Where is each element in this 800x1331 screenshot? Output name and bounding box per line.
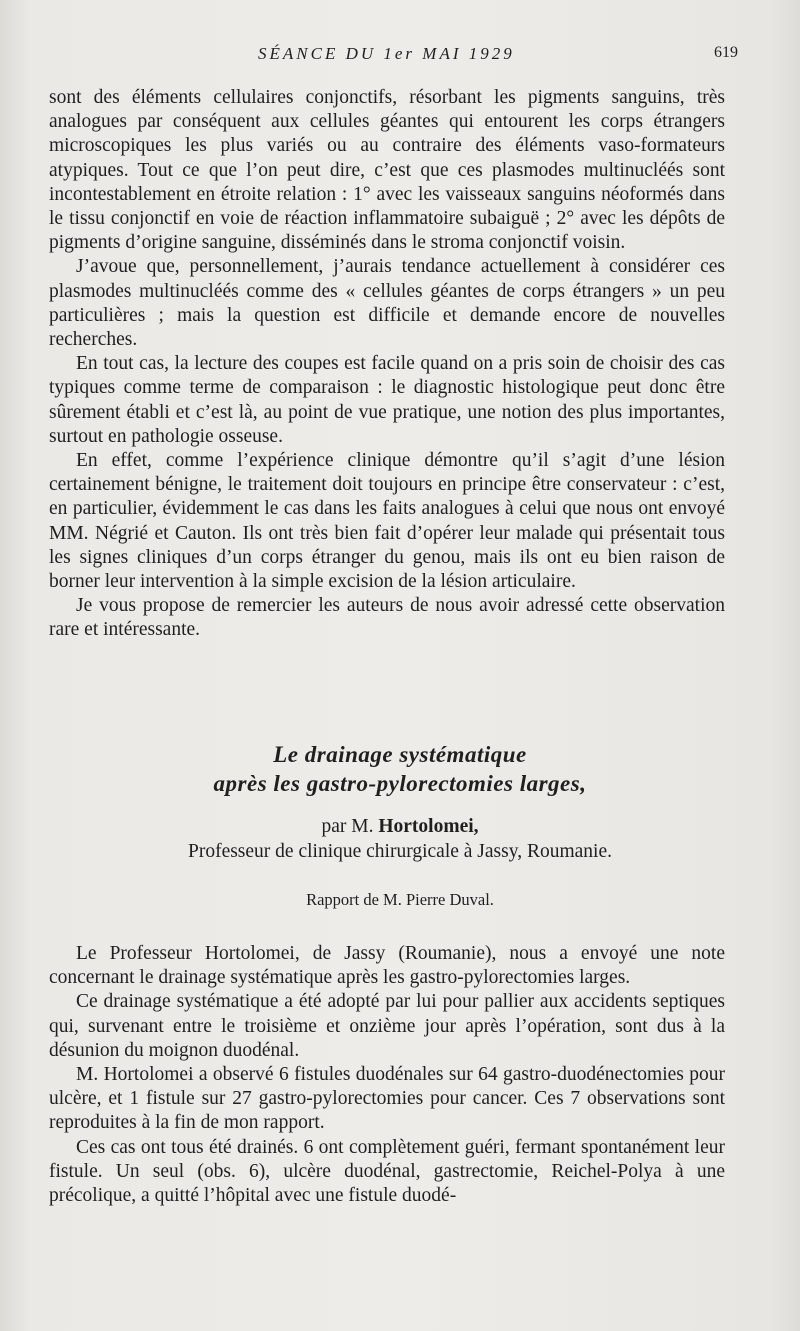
- running-head: SÉANCE DU 1er MAI 1929: [258, 44, 515, 63]
- author-name: Hortolomei,: [378, 816, 479, 837]
- article-title-line-2: après les gastro-pylorectomies larges,: [213, 771, 587, 796]
- paragraph: Je vous propose de remercier les auteurs de nous avoir adressé cette observation rare et intéressante.: [49, 595, 725, 641]
- body-text-bottom: [49, 942, 725, 1208]
- paragraph: Ces cas ont tous été drainés. 6 ont complètement guéri, fermant spontanément leur fistule. Un seul (obs. 6), ulcère duodénal, gastrectomie, Reichel-Polya à une précolique, a quitté l’hôpital avec une fistule duodé-: [49, 1136, 725, 1207]
- byline-prefix: par M.: [321, 816, 374, 837]
- paragraph: En effet, comme l’expérience clinique démontre qu’il s’agit d’une lésion certainement bénigne, le traitement doit toujours en principe être conservateur : c’est, en particulier, évidemment le cas dans les faits analogues à celui que nous ont envoyé MM. Négrié et Cauton. Ils ont très bien fait d’opérer leur malade qui présentait tous les signes cliniques d’un corps étranger du genou, mais ils ont eu bien raison de borner leur intervention à la simple excision de la lésion articulaire.: [49, 450, 725, 593]
- author-affiliation: Professeur de clinique chirurgicale à Jassy, Roumanie.: [187, 841, 612, 862]
- paragraph: J’avoue que, personnellement, j’aurais tendance actuellement à considérer ces plasmodes multinucléés comme des « cellules géantes de corps étrangers » un peu particulières ; mais la question est difficile et demande encore de nouvelles recherches.: [49, 256, 725, 351]
- author-line: [0, 814, 800, 839]
- byline: [0, 814, 800, 864]
- paragraph: En tout cas, la lecture des coupes est facile quand on a pris soin de choisir des cas typiques comme terme de comparaison : le diagnostic histologique peut donc être sûrement établi et c’est là, au point de vue pratique, une notion des plus importantes, surtout en pathologie osseuse.: [49, 353, 725, 447]
- paragraph: sont des éléments cellulaires conjonctifs, résorbant les pigments sanguins, très analogues par conséquent aux cellules géantes qui entourent les corps étrangers microscopiques les plus variés ou au contraire des éléments vaso-formateurs atypiques. Tout ce que l’on peut dire, c’est que ces plasmodes multinucléés sont incontestablement en étroite relation : 1° avec les vaisseaux sanguins néoformés dans le tissu conjonctif en voie de réaction inflammatoire subaiguë ; 2° avec les dépôts de pigments d’origine sanguine, disséminés dans le stroma conjonctif voisin.: [49, 87, 725, 254]
- body-text-top: [49, 86, 725, 643]
- report-line: Rapport de M. Pierre Duval.: [306, 890, 494, 909]
- page-header: [0, 44, 800, 68]
- page-number: 619: [714, 44, 738, 61]
- article-title-line-1: Le drainage systématique: [273, 742, 527, 767]
- paragraph: M. Hortolomei a observé 6 fistules duodénales sur 64 gastro-duodénectomies pour ulcère, et 1 fistule sur 27 gastro-pylorectomies pour cancer. Ces 7 observations sont reproduites à la fin de mon rapport.: [49, 1064, 725, 1134]
- paragraph: Ce drainage systématique a été adopté par lui pour pallier aux accidents septiques qui, survenant entre le troisième et onzième jour après l’opération, sont dus à la désunion du moignon duodénal.: [49, 991, 725, 1061]
- paragraph: Le Professeur Hortolomei, de Jassy (Roumanie), nous a envoyé une note concernant le drainage systématique après les gastro-pylorectomies larges.: [49, 943, 725, 989]
- article-title: [0, 740, 800, 798]
